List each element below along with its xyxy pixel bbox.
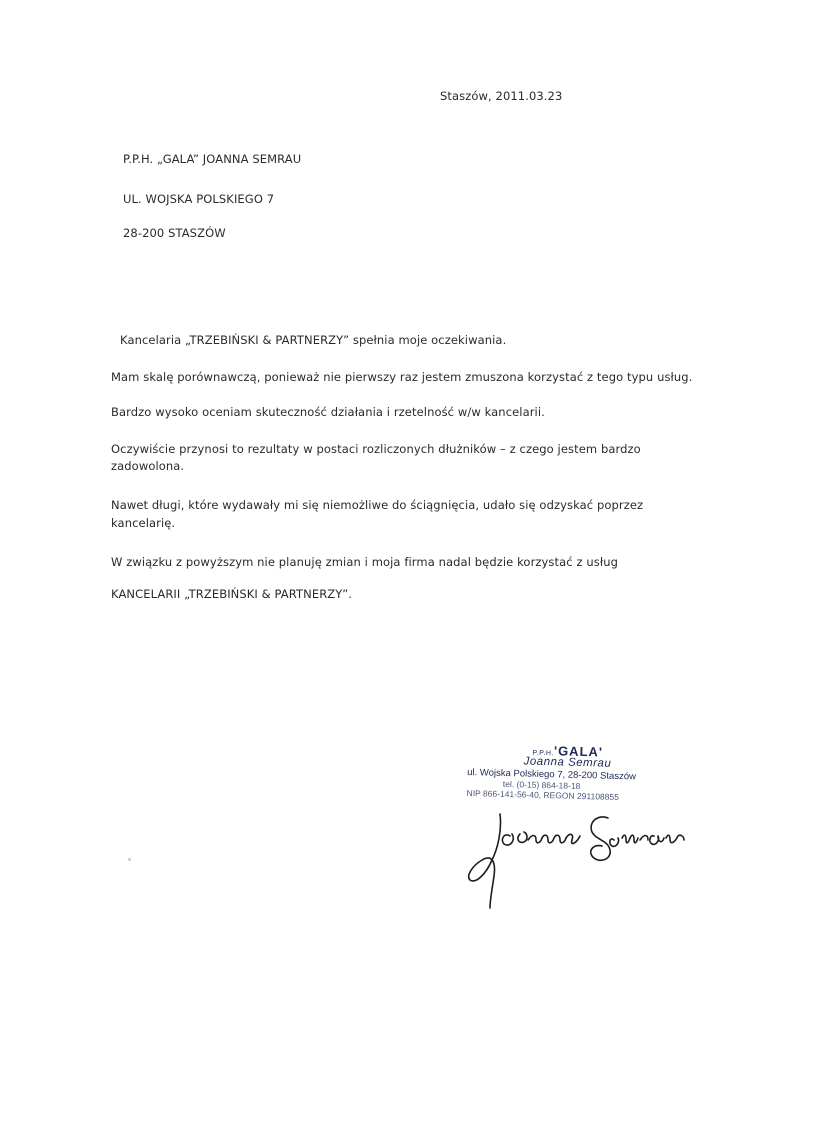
body-paragraph-1: Kancelaria „TRZEBIŃSKI & PARTNERZY” spełnia moje oczekiwania. xyxy=(120,333,507,347)
handwritten-signature xyxy=(458,800,698,915)
body-paragraph-5-line-2: kancelarię. xyxy=(111,516,176,530)
body-paragraph-4-line-2: zadowolona. xyxy=(111,459,185,473)
stamp-address: ul. Wojska Polskiego 7, 28-200 Staszów xyxy=(467,766,637,783)
stamp-phone: tel. (0-15) 864-18-18 xyxy=(502,778,581,791)
recipient-name: P.P.H. „GALA” JOANNA SEMRAU xyxy=(123,152,302,166)
body-paragraph-2: Mam skalę porównawczą, ponieważ nie pierwszy raz jestem zmuszona korzystać z tego typu usług. xyxy=(111,370,693,384)
scan-speck xyxy=(128,858,131,861)
body-closing: KANCELARII „TRZEBIŃSKI & PARTNERZY”. xyxy=(111,587,353,601)
recipient-street: UL. WOJSKA POLSKIEGO 7 xyxy=(123,192,275,206)
stamp-prefix: P.P.H. xyxy=(532,749,554,758)
stamp-company: 'GALA' xyxy=(553,743,604,760)
body-paragraph-3: Bardzo wysoko oceniam skuteczność działania i rzetelność w/w kancelarii. xyxy=(111,405,545,419)
body-paragraph-4-line-1: Oczywiście przynosi to rezultaty w postaci rozliczonych dłużników – z czego jestem bardzo xyxy=(111,442,641,456)
company-stamp xyxy=(467,741,668,803)
letter-date: Staszów, 2011.03.23 xyxy=(440,89,563,103)
stamp-ids: NIP 866-141-56-40, REGON 291108855 xyxy=(466,787,620,802)
recipient-city: 28-200 STASZÓW xyxy=(123,226,226,240)
body-paragraph-5-line-1: Nawet długi, które wydawały mi się niemożliwe do ściągnięcia, udało się odzyskać poprzez xyxy=(111,498,644,512)
body-paragraph-6: W związku z powyższym nie planuję zmian i moja firma nadal będzie korzystać z usług xyxy=(111,555,618,569)
stamp-owner: Joanna Semrau xyxy=(523,755,612,770)
